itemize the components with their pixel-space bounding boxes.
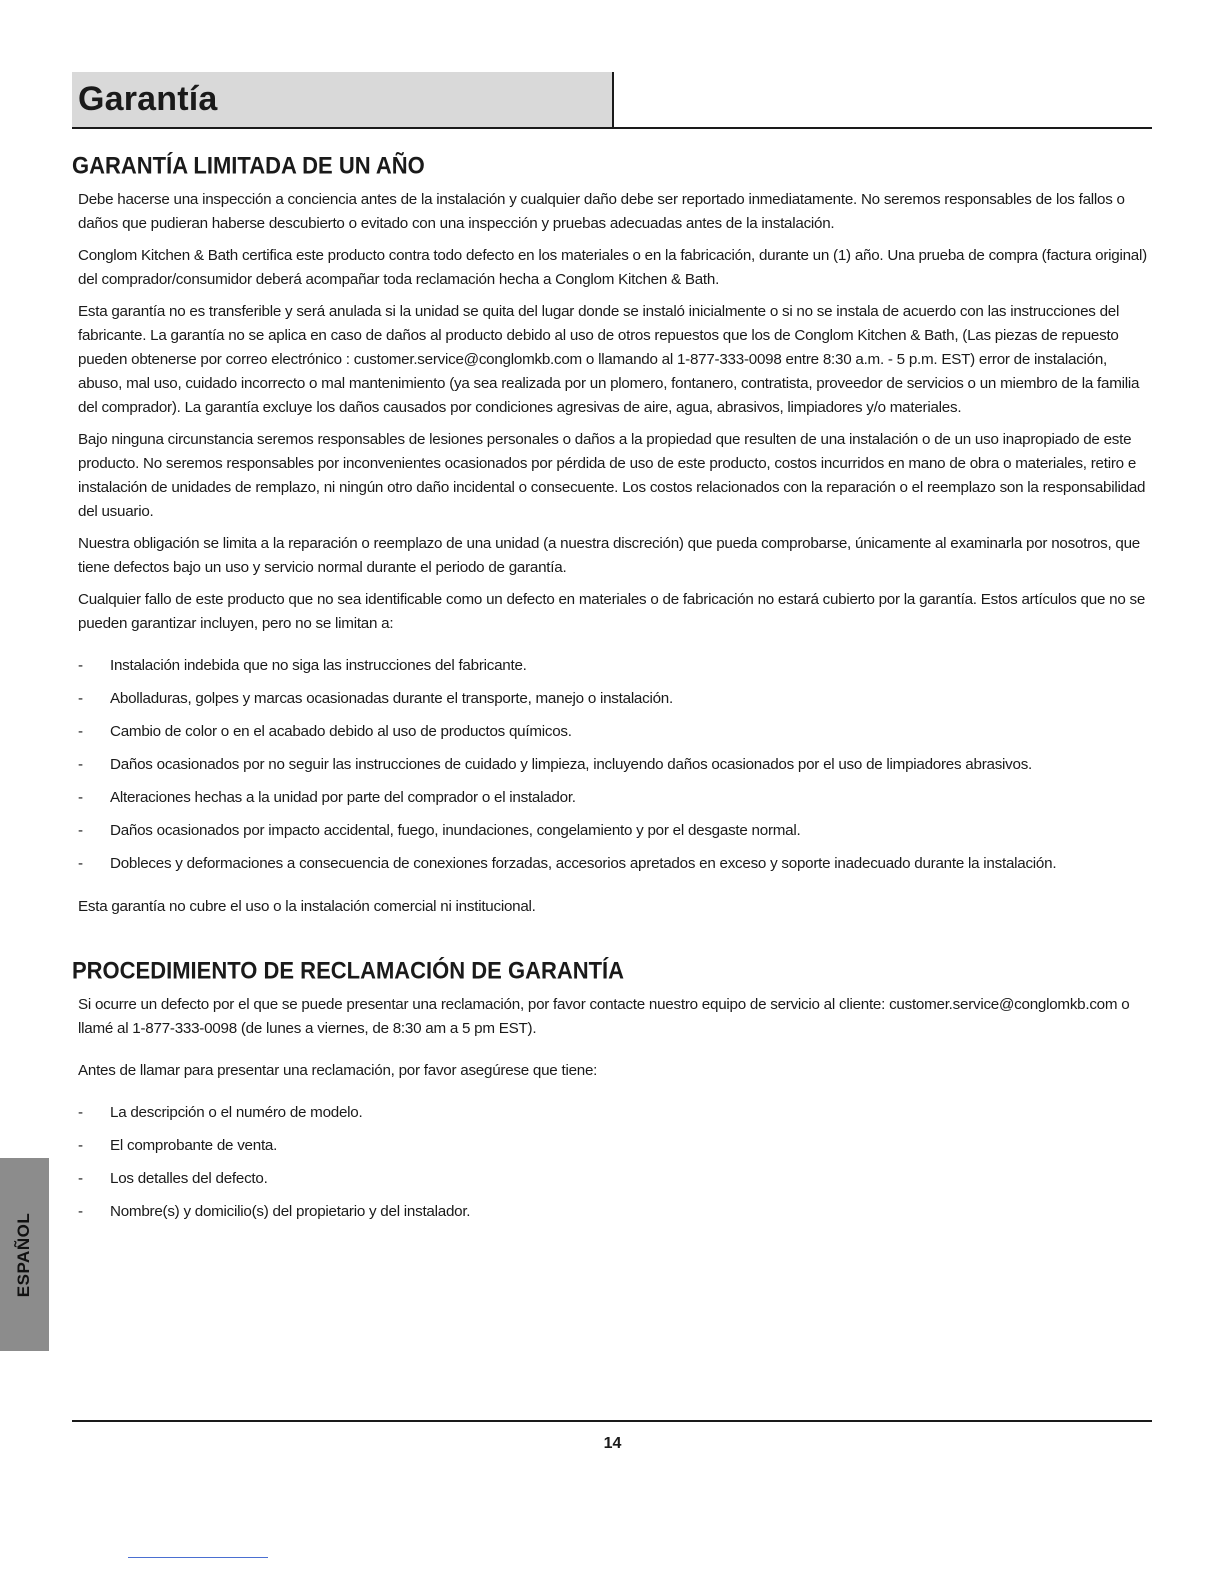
list-item [78,753,1154,777]
list-item-text: Daños ocasionados por no seguir las instrucciones de cuidado y limpieza, incluyendo daños ocasionados por el uso de limpiadores abrasivos. [110,756,1033,773]
list-item [78,819,1154,843]
list-dash: - [78,1170,83,1187]
language-side-tab [0,1158,49,1351]
warranty-paragraph: Nuestra obligación se limita a la reparación o reemplazo de una unidad (a nuestra discreción) que pueda comprobarse, únicamente al examinarla por nosotros, que tiene defectos bajo un uso y servicio normal durante el periodo de garantía. [78,535,1140,576]
list-item [78,1101,1154,1125]
list-item-text: Cambio de color o en el acabado debido al uso de productos químicos. [110,723,572,740]
spacer [72,927,1154,957]
claim-requirements-list [72,1101,1154,1224]
list-dash: - [78,855,83,872]
list-item-text: Abolladuras, golpes y marcas ocasionadas durante el transporte, manejo o instalación. [110,690,673,707]
claim-paragraph: Antes de llamar para presentar una reclamación, por favor asegúrese que tiene: [78,1062,598,1079]
list-dash: - [78,1104,83,1121]
list-dash: - [78,789,83,806]
section-heading-claim-procedure: PROCEDIMIENTO DE RECLAMACIÓN DE GARANTÍA [72,957,625,984]
list-item [78,720,1154,744]
list-item-text: La descripción o el numéro de modelo. [110,1104,363,1121]
list-item-text: Alteraciones hechas a la unidad por parte del comprador o el instalador. [110,789,576,806]
list-item [78,786,1154,810]
list-item [78,654,1154,678]
warranty-paragraph: Conglom Kitchen & Bath certifica este producto contra todo defecto en los materiales o en la fabricación, durante un (1) año. Una prueba de compra (factura original) del comprador/consumidor deberá acompañar toda reclamación hecha a Conglom Kitchen & Bath. [78,247,1147,288]
list-item-text: Dobleces y deformaciones a consecuencia de conexiones forzadas, accesorios apretados en exceso y soporte inadecuado durante la instalación. [110,855,1057,872]
list-dash: - [78,690,83,707]
footer-rule [72,1420,1152,1422]
list-dash: - [78,822,83,839]
claim-paragraph: Si ocurre un defecto por el que se puede presentar una reclamación, por favor contacte nuestro equipo de servicio al cliente: customer.service@conglomkb.com o llamé al 1-877-333-0098 (de lunes a viernes, de 8:30 am a 5 pm EST). [78,996,1130,1037]
list-item-text: Instalación indebida que no siga las instrucciones del fabricante. [110,657,527,674]
list-item-text: Los detalles del defecto. [110,1170,268,1187]
page-number: 14 [603,1435,622,1452]
warranty-paragraph: Esta garantía no es transferible y será anulada si la unidad se quita del lugar donde se instaló inicialmente o si no se instala de acuerdo con las instrucciones del fabricante. La garantía no se aplica en caso de daños al producto debido al uso de otros repuestos que los de Conglom Kitchen & Bath, (Las piezas de repuesto pueden obtenerse por correo electrónico : customer.service@conglomkb.com o llamando al 1-877-333-0098 entre 8:30 a.m. - 5 p.m. EST) error de instalación, abuso, mal uso, cuidado incorrecto o mal mantenimiento (ya sea realizada por un plomero, fontanero, contratista, proveedor de servicios o un miembro de la familia del comprador). La garantía excluye los daños causados por condiciones agresivas de aire, agua, abrasivos, limpiadores y/o materiales. [78,303,1140,416]
list-dash: - [78,657,83,674]
warranty-paragraph: Cualquier fallo de este producto que no sea identificable como un defecto en materiales o de fabricación no estará cubierto por la garantía. Estos artículos que no se pueden garantizar incluyen, pero no se limitan a: [78,591,1146,632]
title-band-divider [612,72,614,128]
exclusions-list [72,654,1154,876]
section-heading-limited-warranty: GARANTÍA LIMITADA DE UN AÑO [72,152,425,179]
list-item [78,852,1154,876]
page-title: Garantía [78,80,218,118]
list-dash: - [78,756,83,773]
list-dash: - [78,1203,83,1220]
spacer [72,1049,1154,1059]
list-dash: - [78,1137,83,1154]
warranty-paragraph: Debe hacerse una inspección a conciencia antes de la instalación y cualquier daño debe ser reportado inmediatamente. No seremos responsables de los fallos o daños que pudieran haberse descubierto o evitado con una inspección y pruebas adecuadas antes de la instalación. [78,191,1125,232]
warranty-closing: Esta garantía no cubre el uso o la instalación comercial ni institucional. [78,898,536,915]
content [72,152,1154,1233]
list-item-text: Daños ocasionados por impacto accidental, fuego, inundaciones, congelamiento y por el desgaste normal. [110,822,801,839]
list-item [78,1200,1154,1224]
list-item [78,1134,1154,1158]
list-dash: - [78,723,83,740]
list-item-text: El comprobante de venta. [110,1137,278,1154]
list-item [78,1167,1154,1191]
list-item [78,687,1154,711]
language-label: ESPAÑOL [14,1212,33,1298]
title-rule [72,127,1152,129]
spacer [72,885,1154,895]
list-item-text: Nombre(s) y domicilio(s) del propietario y del instalador. [110,1203,471,1220]
warranty-paragraph: Bajo ninguna circunstancia seremos responsables de lesiones personales o daños a la propiedad que resulten de una instalación o de un uso inapropiado de este producto. No seremos responsables por inconvenientes ocasionados por pérdida de uso de este producto, costos incurridos en mano de obra o materiales, retiro e instalación de unidades de remplazo, ni ningún otro daño incidental o consecuente. Los costos relacionados con la reparación o el reemplazo son la responsabilidad del usuario. [78,431,1146,520]
bottom-mark [128,1557,268,1558]
